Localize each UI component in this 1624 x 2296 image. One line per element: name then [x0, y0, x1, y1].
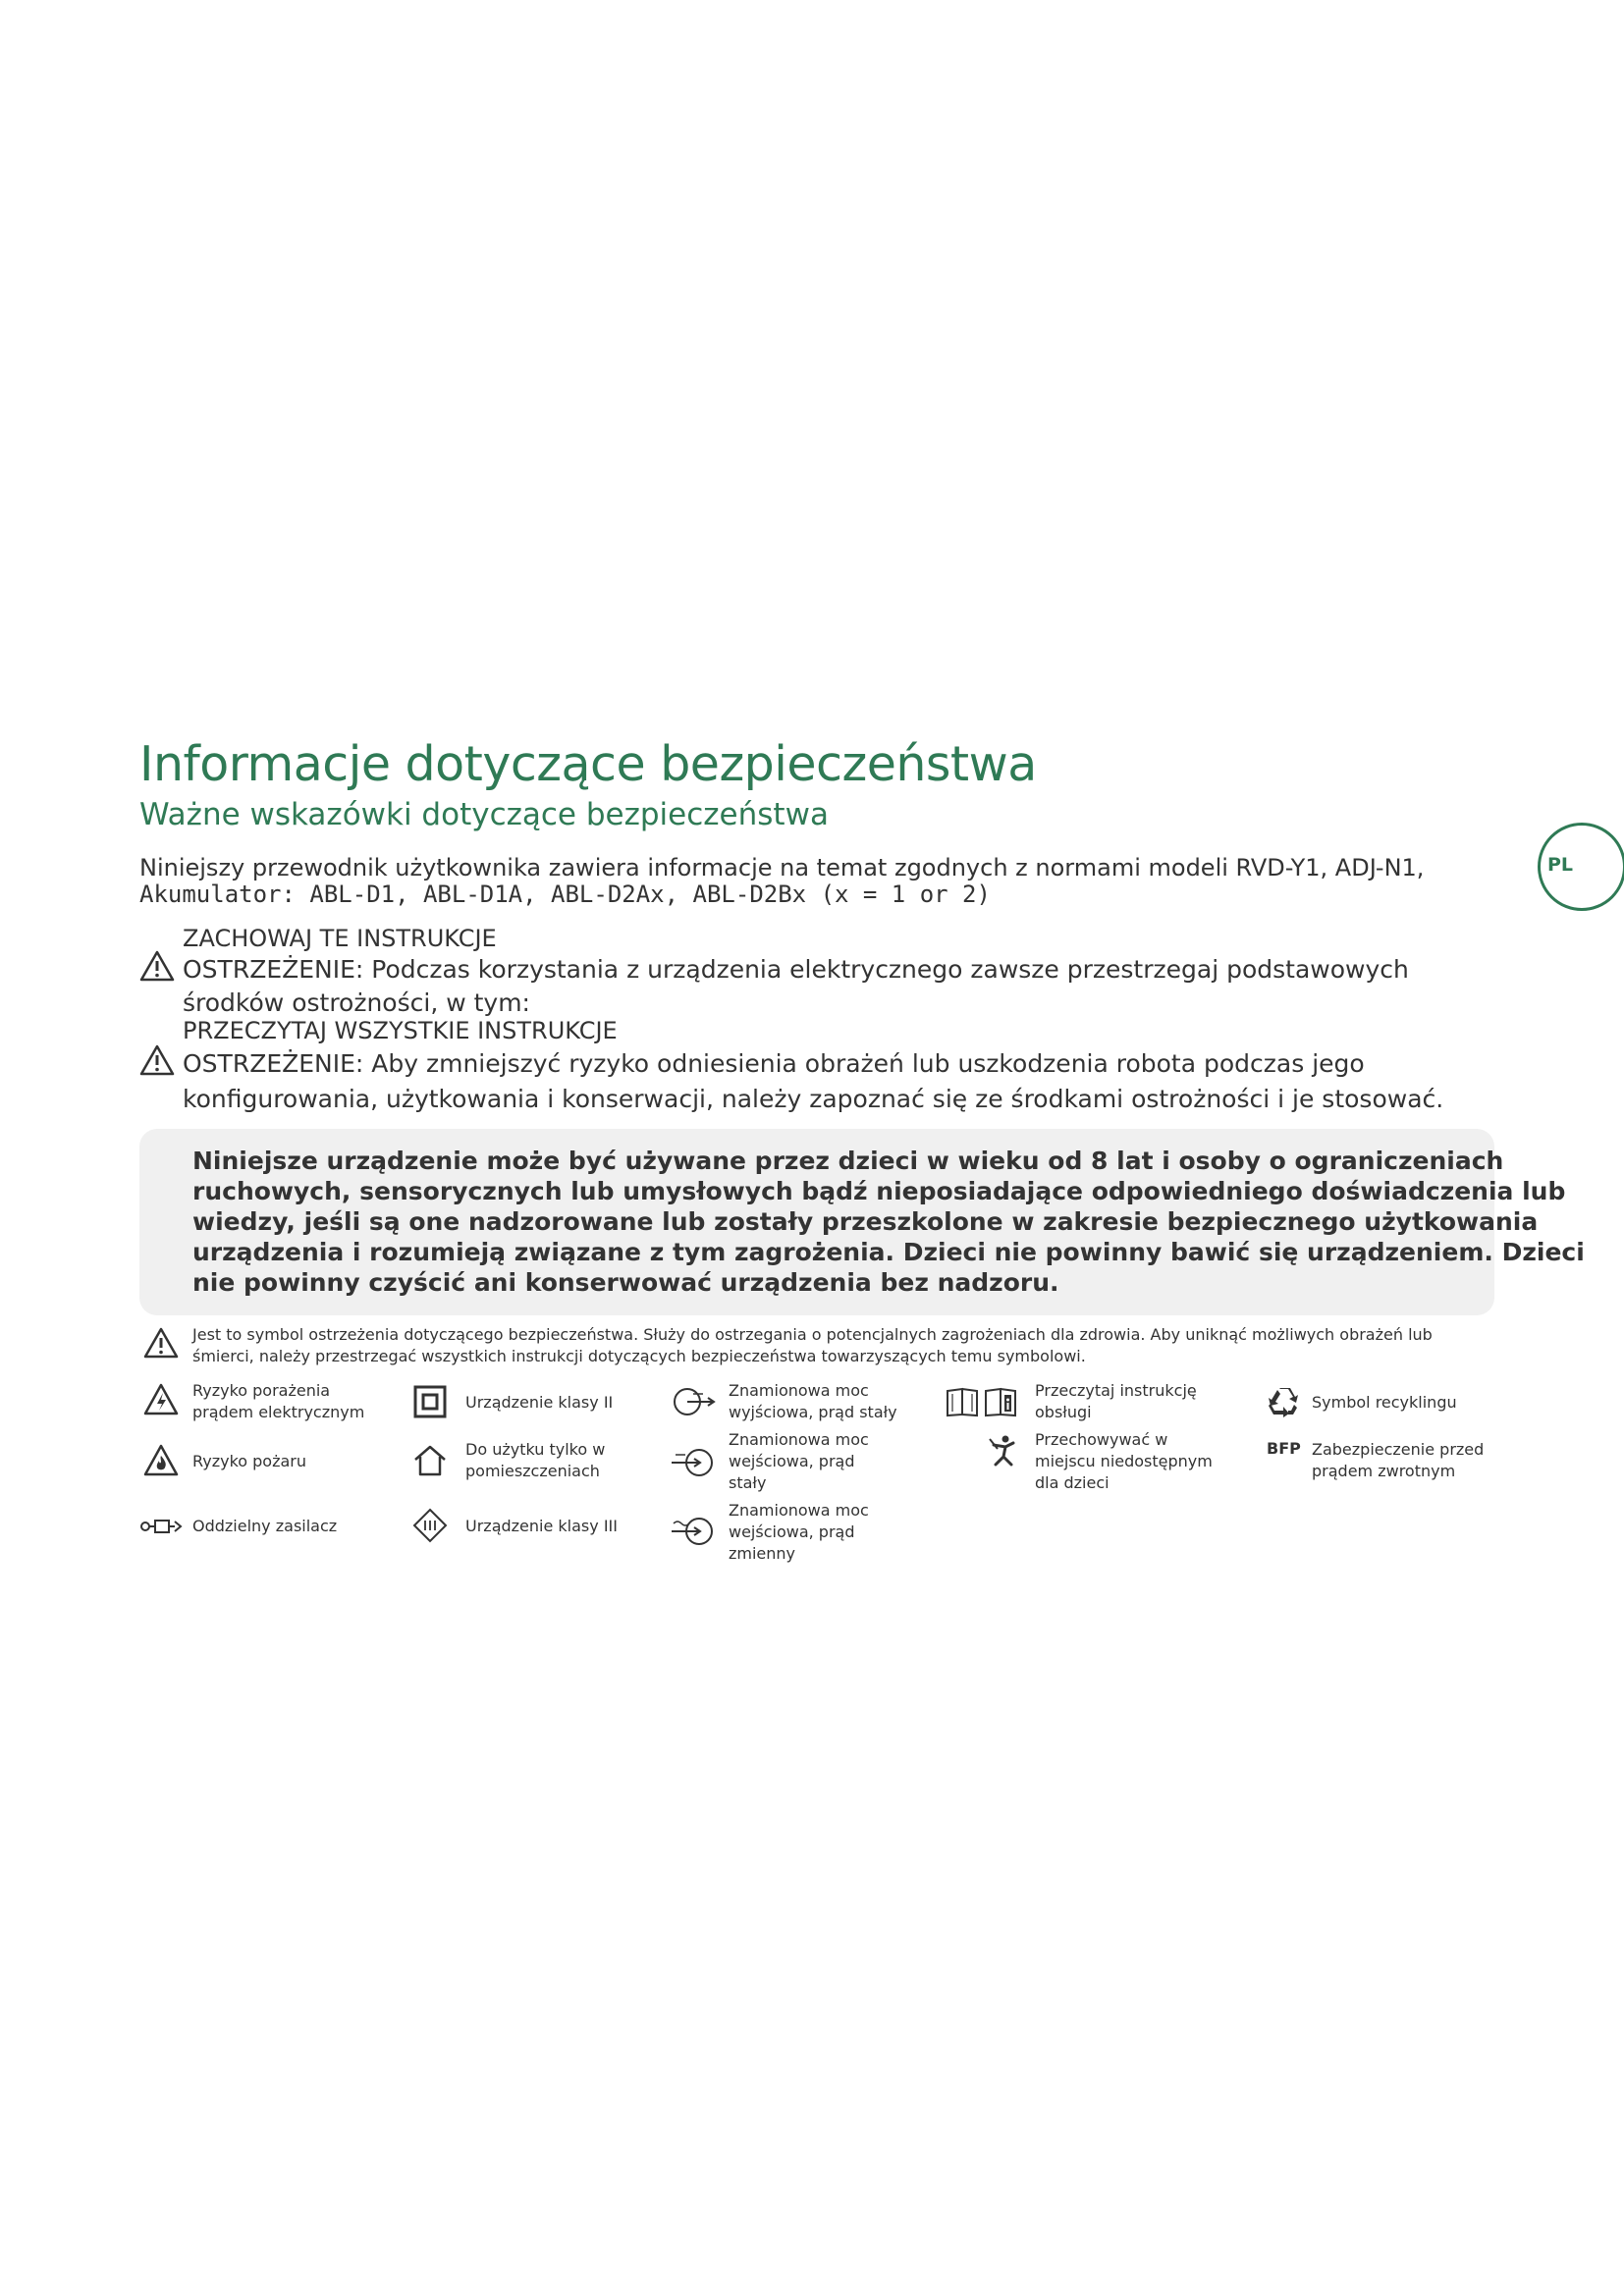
read-manual-icon: [945, 1386, 1023, 1417]
notice-line-4: urządzenia i rozumieją związane z tym zagrożenia. Dzieci nie powinny bawić się urządzeniem. Dzieci: [192, 1238, 1585, 1266]
recycling-icon: [1267, 1384, 1302, 1419]
class-ii-icon: [412, 1384, 448, 1419]
recycling-label: Symbol recyklingu: [1312, 1393, 1457, 1412]
dc-input-icon: [670, 1445, 717, 1480]
notice-line-2: ruchowych, sensorycznych lub umysłowych bądź nieposiadające odpowiedniego doświadczenia lub: [192, 1177, 1566, 1205]
indoor-label-2: pomieszczeniach: [465, 1462, 600, 1480]
dc-input-label-2: wejściowa, prąd: [729, 1452, 855, 1470]
warning-2-line-1: OSTRZEŻENIE: Aby zmniejszyć ryzyko odniesienia obrażeń lub uszkodzenia robota podczas jego: [183, 1049, 1365, 1078]
children-label-1: Przechowywać w: [1035, 1430, 1168, 1449]
dc-output-icon: [670, 1384, 717, 1419]
ac-input-icon: [670, 1514, 717, 1549]
children-label-3: dla dzieci: [1035, 1473, 1110, 1492]
warning-2-line-2: konfigurowania, użytkowania i konserwacji, należy zapoznać się ze środkami ostrożności i je stosować.: [183, 1085, 1444, 1113]
notice-line-5: nie powinny czyścić ani konserwować urządzenia bez nadzoru.: [192, 1268, 1059, 1297]
indoor-label-1: Do użytku tylko w: [465, 1440, 606, 1459]
intro-line-2: Akumulator: ABL-D1, ABL-D1A, ABL-D2Ax, ABL-D2Bx (x = 1 or 2): [139, 881, 991, 908]
symbol-note-line-1: Jest to symbol ostrzeżenia dotyczącego bezpieczeństwa. Służy do ostrzegania o potencjalnych zagrożeniach dla zdrowia. Aby uniknąć możliwych obrażeń lub: [192, 1325, 1433, 1344]
ac-input-label-2: wejściowa, prąd: [729, 1522, 855, 1541]
class2-label: Urządzenie klasy II: [465, 1393, 614, 1412]
symbol-note-line-2: śmierci, należy przestrzegać wszystkich instrukcji dotyczących bezpieczeństwa towarzyszących temu symbolowi.: [192, 1347, 1086, 1365]
house-icon: [412, 1443, 448, 1478]
bfp-label-1: Zabezpieczenie przed: [1312, 1440, 1485, 1459]
fire-label: Ryzyko pożaru: [192, 1452, 307, 1470]
dc-output-label-1: Znamionowa moc: [729, 1381, 869, 1400]
page-subtitle: Ważne wskazówki dotyczące bezpieczeństwa: [139, 797, 829, 832]
notice-line-1: Niniejsze urządzenie może być używane przez dzieci w wieku od 8 lat i osoby o ograniczeniach: [192, 1147, 1504, 1175]
language-badge: PL: [1547, 854, 1574, 876]
fire-hazard-icon: [143, 1443, 179, 1478]
shock-label-2: prądem elektrycznym: [192, 1403, 365, 1421]
warning-1-line-1: OSTRZEŻENIE: Podczas korzystania z urządzenia elektrycznego zawsze przestrzegaj podstawowych: [183, 955, 1409, 984]
read-manual-label-2: obsługi: [1035, 1403, 1092, 1421]
bfp-label-2: prądem zwrotnym: [1312, 1462, 1456, 1480]
warning-1-line-2: środków ostrożności, w tym:: [183, 988, 530, 1017]
class-iii-icon: [412, 1508, 448, 1543]
psu-label: Oddzielny zasilacz: [192, 1517, 338, 1535]
power-supply-icon: [139, 1517, 183, 1536]
intro-line-1: Niniejszy przewodnik użytkownika zawiera informacje na temat zgodnych z normami modeli RVD-Y1, ADJ-N1,: [139, 854, 1425, 881]
warning-icon: [139, 1044, 175, 1076]
dc-input-label-1: Znamionowa moc: [729, 1430, 869, 1449]
warning-icon: [143, 1327, 179, 1359]
warning-icon: [139, 950, 175, 982]
read-all-heading: PRZECZYTAJ WSZYSTKIE INSTRUKCJE: [183, 1017, 618, 1044]
read-manual-label-1: Przeczytaj instrukcję: [1035, 1381, 1197, 1400]
electric-shock-icon: [143, 1382, 179, 1417]
ac-input-label-3: zmienny: [729, 1544, 796, 1563]
notice-line-3: wiedzy, jeśli są one nadzorowane lub zostały przeszkolone w zakresie bezpiecznego użytkowania: [192, 1207, 1539, 1236]
children-label-2: miejscu niedostępnym: [1035, 1452, 1213, 1470]
page-title: Informacje dotyczące bezpieczeństwa: [139, 736, 1037, 792]
keep-instructions-heading: ZACHOWAJ TE INSTRUKCJE: [183, 925, 497, 952]
shock-label-1: Ryzyko porażenia: [192, 1381, 331, 1400]
dc-input-label-3: stały: [729, 1473, 767, 1492]
ac-input-label-1: Znamionowa moc: [729, 1501, 869, 1520]
keep-away-from-children-icon: [986, 1433, 1021, 1468]
dc-output-label-2: wyjściowa, prąd stały: [729, 1403, 897, 1421]
class3-label: Urządzenie klasy III: [465, 1517, 618, 1535]
bfp-code: BFP: [1267, 1439, 1301, 1458]
